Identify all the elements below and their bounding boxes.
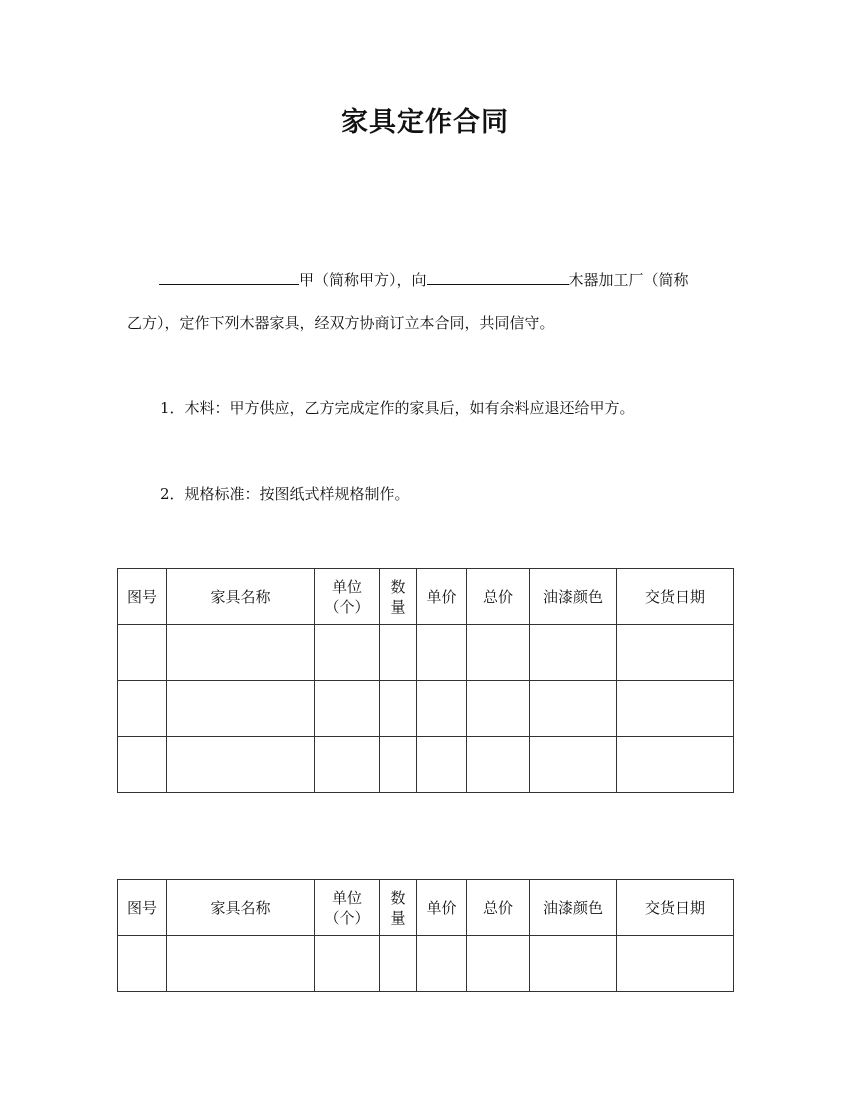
header-delivery-date: 交货日期: [617, 569, 734, 625]
header-name: 家具名称: [167, 569, 315, 625]
table-header-row: [118, 569, 734, 625]
header-unit: 单位 （个）: [315, 569, 380, 625]
intro-line-1: [159, 268, 689, 290]
header-figure-no: 图号: [118, 569, 167, 625]
header-total-price: 总价: [467, 569, 530, 625]
page-title: 家具定作合同: [341, 107, 509, 138]
intro-text-part1: 甲（简称甲方），向: [299, 271, 427, 289]
table-row: [118, 625, 734, 681]
table-row: [118, 737, 734, 793]
intro-line-2: 乙方），定作下列木器家具，经双方协商订立本合同，共同信守。: [127, 314, 555, 332]
header-unit-price: 单价: [417, 880, 467, 936]
table-row: [118, 936, 734, 992]
header-figure-no: 图号: [118, 880, 167, 936]
intro-text-part2: 木器加工厂（简称: [568, 271, 689, 289]
table-header-row: [118, 880, 734, 936]
header-qty: 数 量: [380, 880, 417, 936]
header-name: 家具名称: [167, 880, 315, 936]
header-delivery-date: 交货日期: [617, 880, 734, 936]
furniture-table-1: [117, 568, 734, 793]
furniture-table-2: [117, 879, 734, 992]
header-total-price: 总价: [467, 880, 530, 936]
header-paint-color: 油漆颜色: [530, 569, 617, 625]
party-a-blank[interactable]: [159, 268, 299, 285]
factory-name-blank[interactable]: [427, 268, 569, 285]
header-paint-color: 油漆颜色: [530, 880, 617, 936]
header-unit: 单位 （个）: [315, 880, 380, 936]
clause-2: 2．规格标准：按图纸式样规格制作。: [160, 485, 410, 503]
header-unit-price: 单价: [417, 569, 467, 625]
header-qty: 数 量: [380, 569, 417, 625]
table-row: [118, 681, 734, 737]
clause-1: 1．木料：甲方供应，乙方完成定作的家具后，如有余料应退还给甲方。: [160, 399, 635, 417]
